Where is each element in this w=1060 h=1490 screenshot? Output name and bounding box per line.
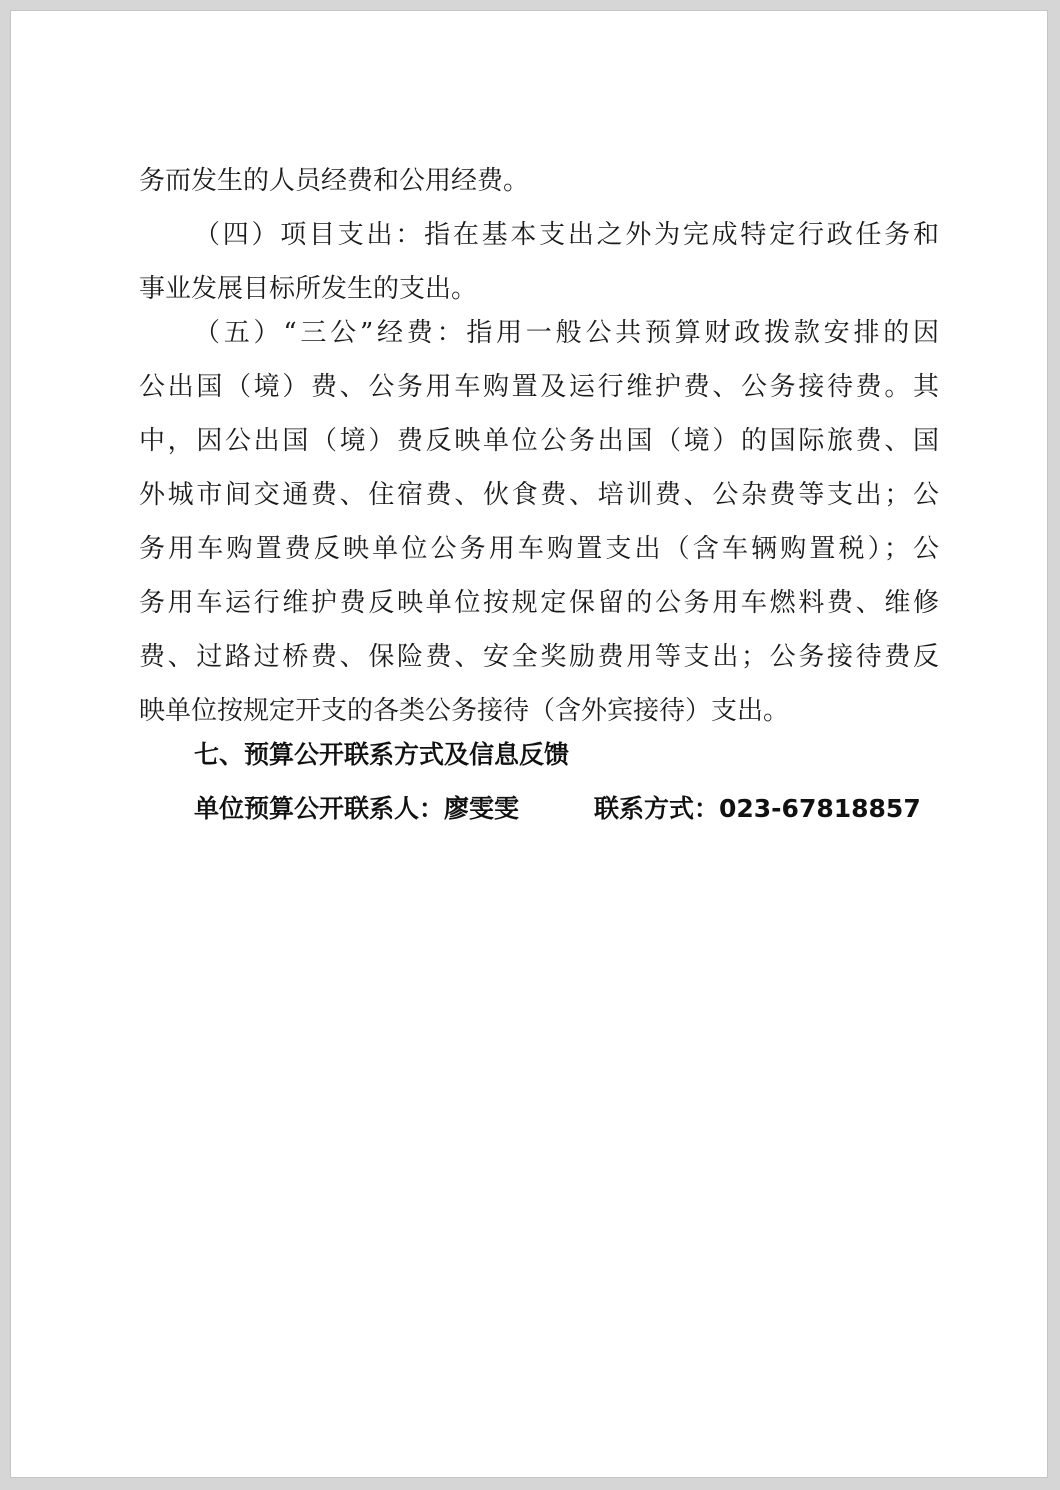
contact-phone: 联系方式：023-67818857 [594,794,921,823]
paragraph-line: 映单位按规定开支的各类公务接待（含外宾接待）支出。 [139,696,790,726]
paragraph-line: 务用车购置费反映单位公务用车购置支出（含车辆购置税）；公 [139,534,939,564]
paragraph-line: （五）“三公”经费：指用一般公共预算财政拨款安排的因 [194,318,939,348]
section-heading: 七、预算公开联系方式及信息反馈 [194,740,570,769]
contact-person: 单位预算公开联系人：廖雯雯 [194,794,520,823]
paragraph-line: 务而发生的人员经费和公用经费。 [139,166,530,196]
paragraph-line: 费、过路过桥费、保险费、安全奖励费用等支出；公务接待费反 [139,642,939,672]
paragraph-line: 务用车运行维护费反映单位按规定保留的公务用车燃料费、维修 [139,588,939,618]
paragraph-line: 事业发展目标所发生的支出。 [139,274,478,304]
paragraph-line: 外城市间交通费、住宿费、伙食费、培训费、公杂费等支出；公 [139,480,939,510]
contact-line [194,789,939,829]
paragraph-line: （四）项目支出：指在基本支出之外为完成特定行政任务和 [194,220,939,250]
paragraph-line: 公出国（境）费、公务用车购置及运行维护费、公务接待费。其 [139,372,939,402]
document-page [10,10,1048,1478]
paragraph-line: 中，因公出国（境）费反映单位公务出国（境）的国际旅费、国 [139,426,939,456]
